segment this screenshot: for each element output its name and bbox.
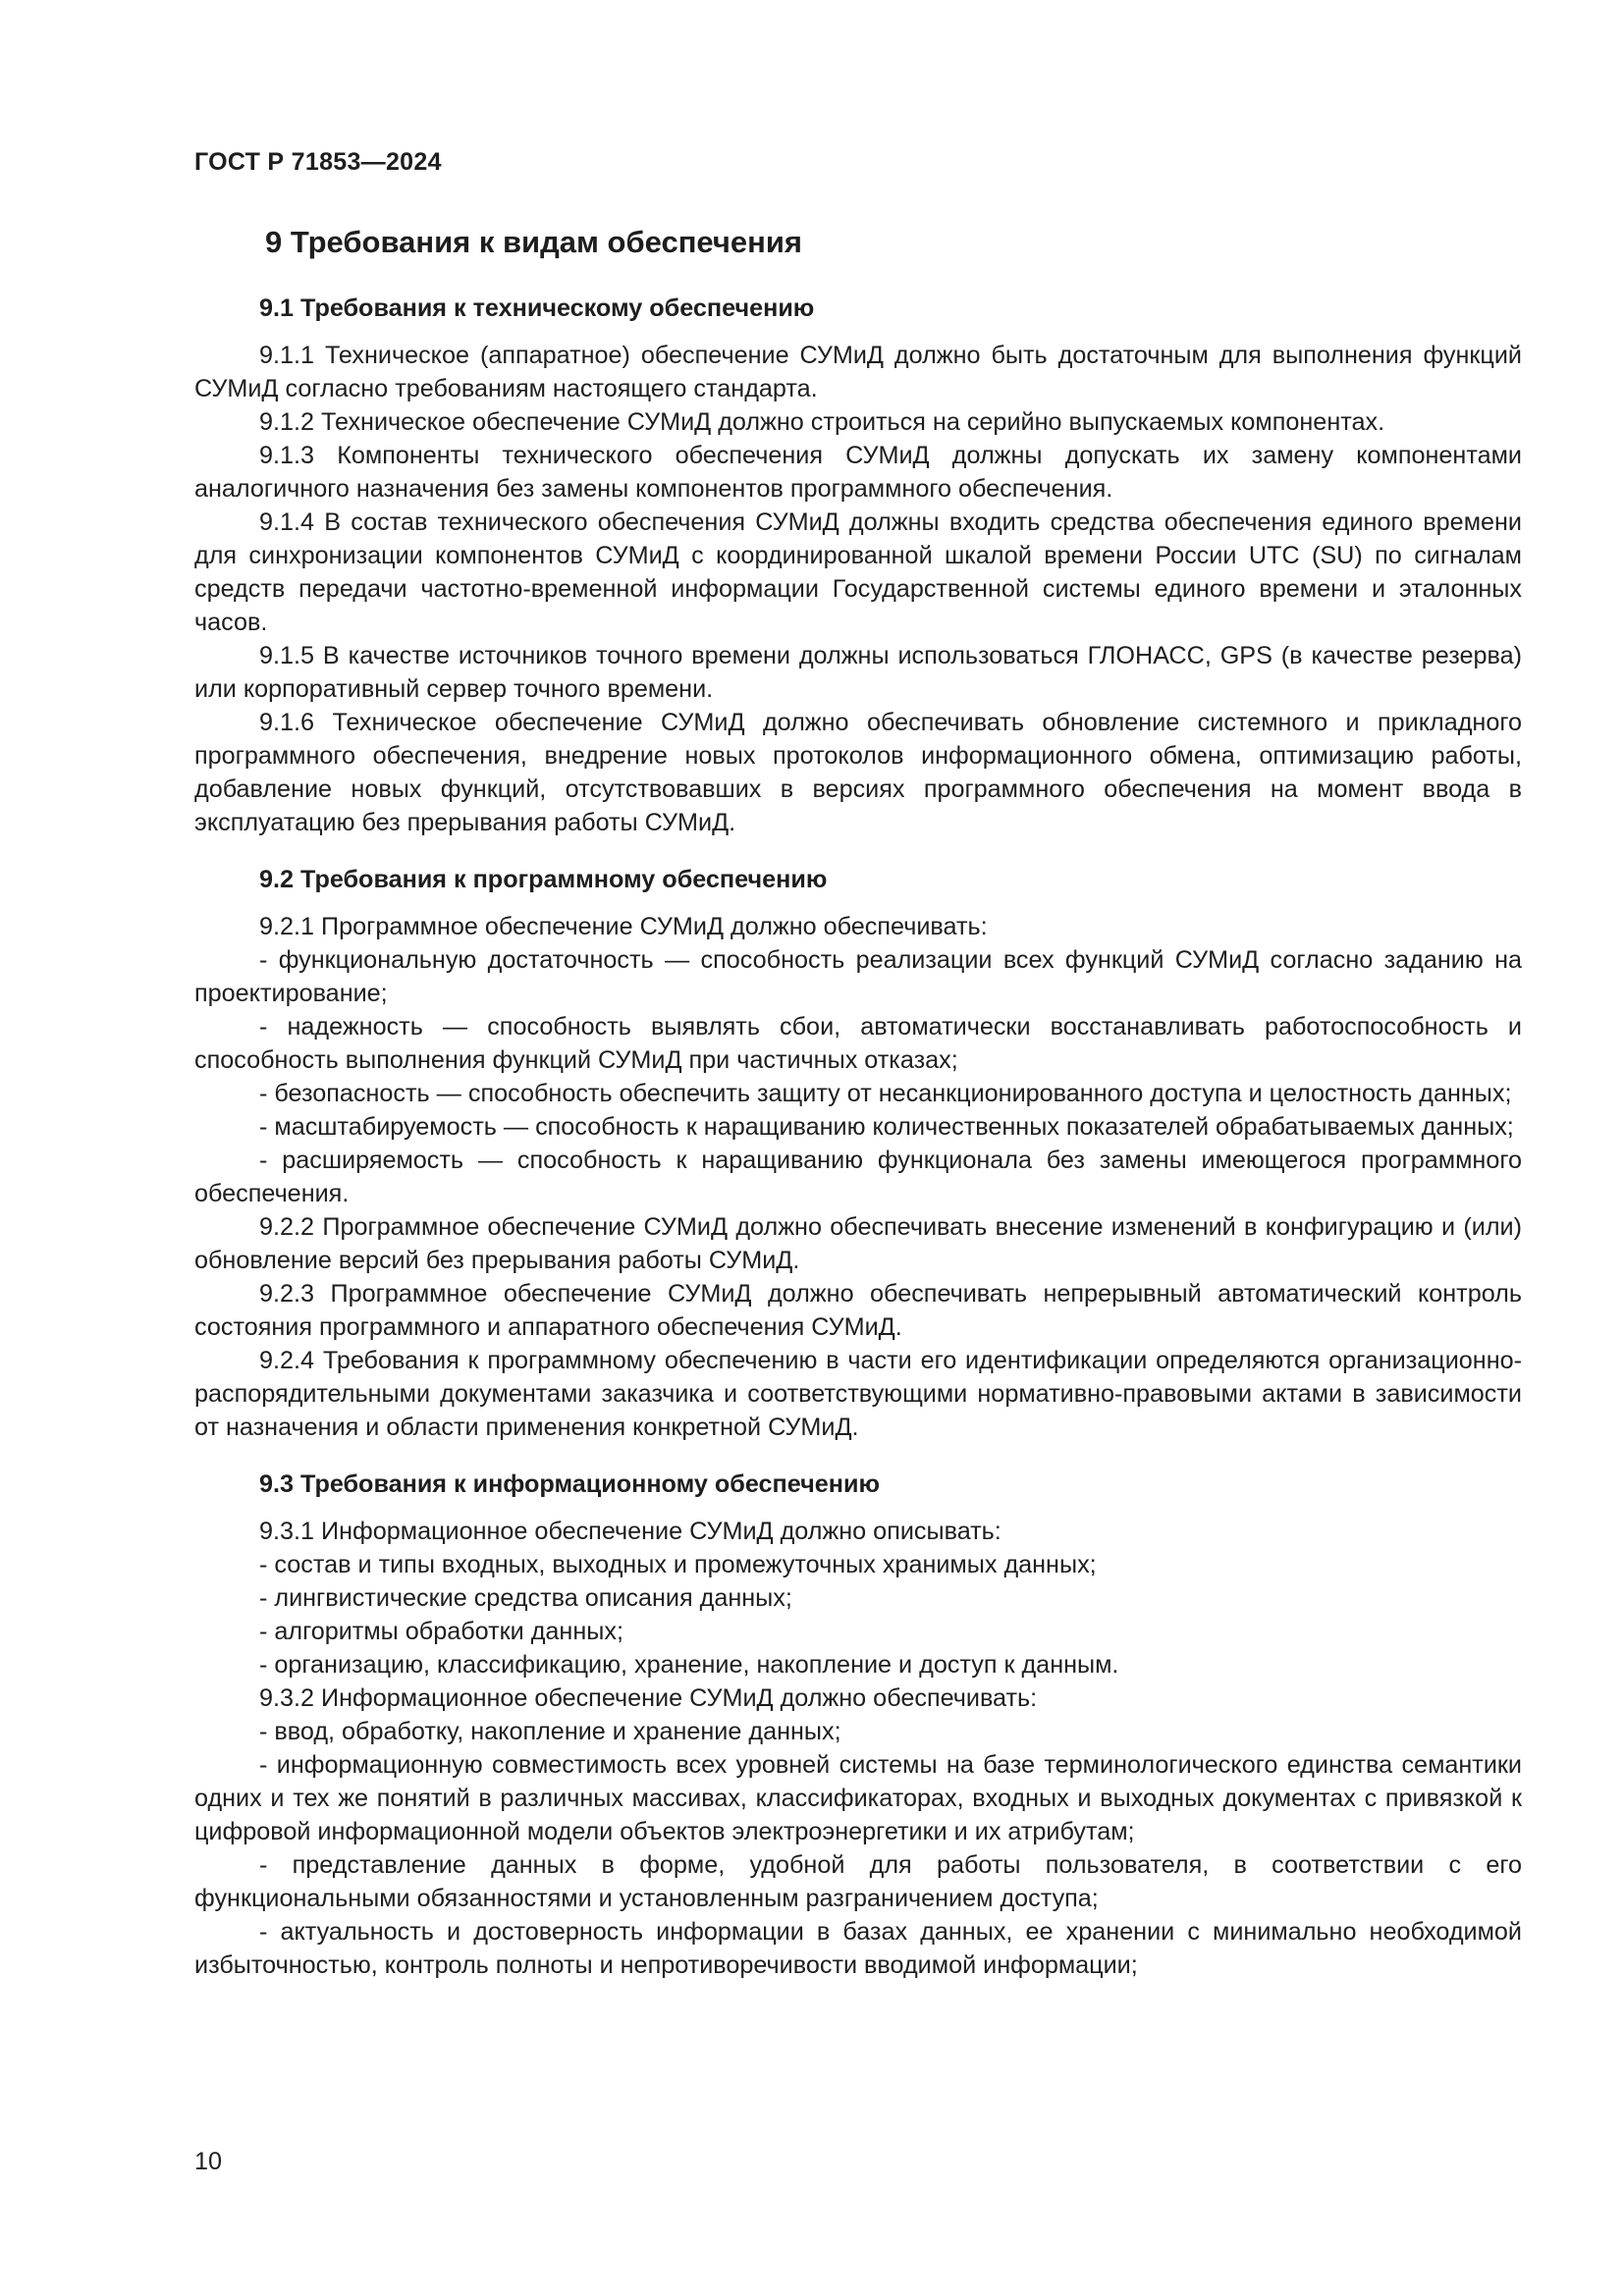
paragraph-9-1-3: 9.1.3 Компоненты технического обеспечения СУМиД должны допускать их замену компонентами аналогичного назначения без замены компонентов программного обеспечения. xyxy=(194,442,1522,503)
list-item: - надежность — способность выявлять сбои, автоматически восстанавливать работоспособность и способность выполнения функций СУМиД при частичных отказах; xyxy=(194,1013,1522,1074)
list-item: - состав и типы входных, выходных и промежуточных хранимых данных; xyxy=(259,1551,1097,1578)
list-item: - ввод, обработку, накопление и хранение данных; xyxy=(259,1718,841,1745)
list-item: - безопасность — способность обеспечить защиту от несанкционированного доступа и целостность данных; xyxy=(259,1080,1512,1107)
paragraph-9-1-1: 9.1.1 Техническое (аппаратное) обеспечение СУМиД должно быть достаточным для выполнения функций СУМиД согласно требованиям настоящего стандарта. xyxy=(194,342,1522,402)
list-item: - функциональную достаточность — способность реализации всех функций СУМиД согласно заданию на проектирование; xyxy=(194,946,1522,1007)
paragraph-9-3-2: 9.3.2 Информационное обеспечение СУМиД должно обеспечивать: xyxy=(259,1684,1038,1712)
list-item: - информационную совместимость всех уровней системы на базе терминологического единства семантики одних и тех же понятий в различных массивах, классификаторах, входных и выходных документах с привязкой к цифровой информационной модели объектов электроэнергетики и их атрибутам; xyxy=(194,1751,1522,1845)
list-item: - лингвистические средства описания данных; xyxy=(259,1584,792,1612)
paragraph-9-2-3: 9.2.3 Программное обеспечение СУМиД должно обеспечивать непрерывный автоматический контроль состояния программного и аппаратного обеспечения СУМиД. xyxy=(194,1280,1522,1341)
paragraph-9-1-4: 9.1.4 В состав технического обеспечения СУМиД должны входить средства обеспечения единого времени для синхронизации компонентов СУМиД с координированной шкалой времени России UTC (SU) по сигналам средств передачи частотно-временной информации Государственной системы единого времени и эталонных часов. xyxy=(194,508,1522,636)
page-number: 10 xyxy=(194,2148,223,2175)
paragraph-9-1-6: 9.1.6 Техническое обеспечение СУМиД должно обеспечивать обновление системного и прикладного программного обеспечения, внедрение новых протоколов информационного обмена, оптимизацию работы, добавление новых функций, отсутствовавших в версиях программного обеспечения на момент ввода в эксплуатацию без прерывания работы СУМиД. xyxy=(194,709,1522,836)
paragraph-9-1-2: 9.1.2 Техническое обеспечение СУМиД должно строиться на серийно выпускаемых компонентах. xyxy=(259,408,1385,436)
list-item: - организацию, классификацию, хранение, накопление и доступ к данным. xyxy=(259,1651,1119,1679)
section-title: 9 Требования к видам обеспечения xyxy=(265,225,802,259)
list-item: - расширяемость — способность к наращиванию функционала без замены имеющегося программного обеспечения. xyxy=(194,1147,1522,1207)
list-item: - алгоритмы обработки данных; xyxy=(259,1618,623,1645)
paragraph-9-2-2: 9.2.2 Программное обеспечение СУМиД должно обеспечивать внесение изменений в конфигурацию и (или) обновление версий без прерывания работы СУМиД. xyxy=(194,1213,1522,1274)
list-item: - актуальность и достоверность информации в базах данных, ее хранении с минимально необходимой избыточностью, контроль полноты и непротиворечивости вводимой информации; xyxy=(194,1918,1522,1979)
paragraph-9-2-4: 9.2.4 Требования к программному обеспечению в части его идентификации определяются организационно-распорядительными документами заказчика и соответствующими нормативно-правовыми актами в зависимости от назначения и области применения конкретной СУМиД. xyxy=(194,1347,1522,1441)
paragraph-9-3-1: 9.3.1 Информационное обеспечение СУМиД должно описывать: xyxy=(259,1518,1001,1545)
document-code: ГОСТ Р 71853—2024 xyxy=(194,148,442,176)
subsection-title-9-2: 9.2 Требования к программному обеспечению xyxy=(259,866,828,893)
subsection-title-9-3: 9.3 Требования к информационному обеспечению xyxy=(259,1470,880,1498)
paragraph-9-1-5: 9.1.5 В качестве источников точного времени должны использоваться ГЛОНАСС, GPS (в качестве резерва) или корпоративный сервер точного времени. xyxy=(194,642,1522,703)
paragraph-9-2-1: 9.2.1 Программное обеспечение СУМиД должно обеспечивать: xyxy=(259,913,988,940)
subsection-title-9-1: 9.1 Требования к техническому обеспечению xyxy=(259,294,815,322)
list-item: - представление данных в форме, удобной для работы пользователя, в соответствии с его функциональными обязанностями и установленным разграничением доступа; xyxy=(194,1851,1522,1912)
document-body xyxy=(194,221,1522,1982)
list-item: - масштабируемость — способность к наращиванию количественных показателей обрабатываемых данных; xyxy=(259,1113,1514,1141)
